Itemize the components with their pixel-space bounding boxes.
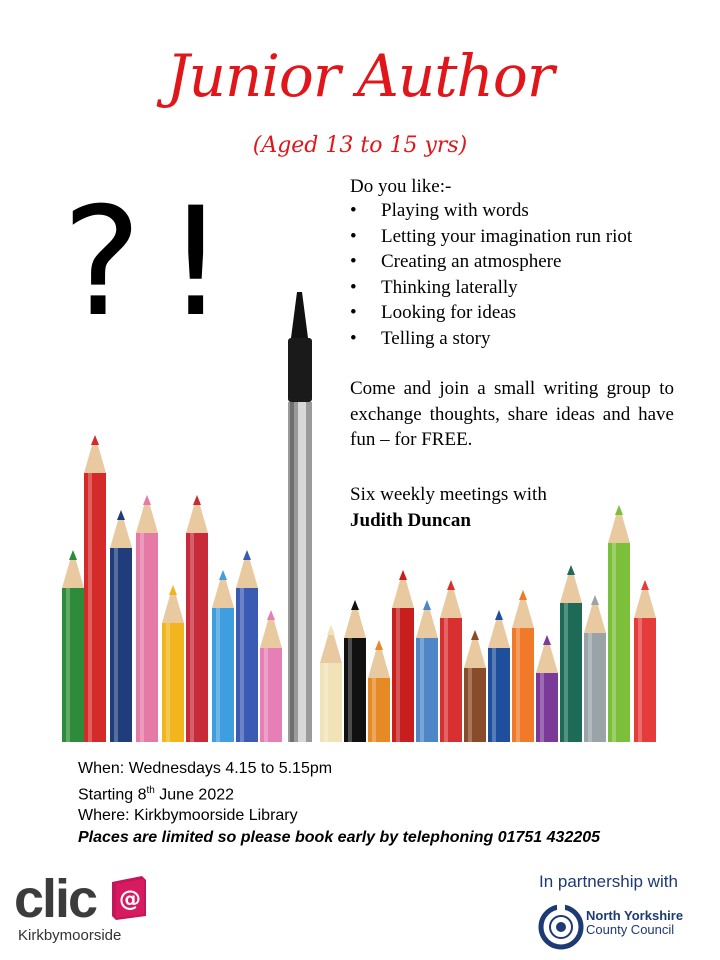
- pencil-body: [512, 628, 534, 742]
- list-item-label: Creating an atmosphere: [381, 251, 562, 273]
- pencil-lead: [447, 580, 455, 590]
- pencil-lead: [69, 550, 77, 560]
- pencil-highlight: [468, 668, 472, 742]
- pencil-lead: [375, 640, 383, 650]
- pencil-highlight: [216, 608, 220, 742]
- pencil-highlight: [240, 588, 244, 742]
- pencil-lead: [219, 570, 227, 580]
- list-item: [350, 200, 632, 226]
- partnership-label: In partnership with: [539, 872, 678, 891]
- pencil-body: [136, 533, 158, 742]
- pencil-lead: [399, 570, 407, 580]
- question-exclamation-graphic: ?!: [62, 176, 250, 350]
- join-invitation: Come and join a small writing group to exchange thoughts, share ideas and have fun – for FREE.: [350, 378, 674, 450]
- pencil-body: [320, 663, 342, 742]
- pencil-body: [84, 473, 106, 742]
- age-range-subtitle: (Aged 13 to 15 yrs): [252, 133, 468, 158]
- pencil-body: [236, 588, 258, 742]
- booking-line: Places are limited so please book early by telephoning 01751 432205: [78, 828, 601, 846]
- pencil-lead: [641, 580, 649, 590]
- list-item-label: Playing with words: [381, 200, 529, 221]
- pencil-lead: [351, 600, 359, 610]
- pencil-lead: [591, 595, 599, 605]
- at-symbol: @: [119, 887, 141, 912]
- pencil-body: [608, 543, 630, 742]
- list-item: [350, 226, 632, 252]
- pencil-body: [62, 588, 84, 742]
- pencil-body: [344, 638, 366, 742]
- pencil-lead: [267, 610, 275, 620]
- likes-list: [350, 200, 632, 354]
- clic-logo: [14, 869, 141, 944]
- pencil-highlight: [166, 623, 170, 742]
- pencil-highlight: [66, 588, 70, 742]
- pencil-lead: [567, 565, 575, 575]
- pencil-highlight: [492, 648, 496, 742]
- pencil-lead: [327, 625, 335, 635]
- host-name: Judith Duncan: [350, 509, 471, 531]
- pencil-lead: [193, 495, 201, 505]
- bullet-icon: •: [350, 200, 357, 221]
- pencil-lead: [519, 590, 527, 600]
- bullet-icon: •: [350, 302, 357, 324]
- fountain-pen-icon: [288, 292, 312, 742]
- pencil-body: [464, 668, 486, 742]
- pencil-lead: [243, 550, 251, 560]
- pencil-highlight: [264, 648, 268, 742]
- pencil-highlight: [516, 628, 520, 742]
- list-item-label: Letting your imagination run riot: [381, 225, 633, 247]
- pencil-lead: [543, 635, 551, 645]
- pencil-lead: [471, 630, 479, 640]
- pencil-body: [584, 633, 606, 742]
- pencil-highlight: [88, 473, 92, 742]
- pencil-lead: [169, 585, 177, 595]
- pencil-body: [186, 533, 208, 742]
- clic-wordmark: clic: [14, 869, 97, 929]
- council-name: North Yorkshire County Council: [586, 908, 684, 937]
- bullet-icon: •: [350, 251, 357, 273]
- pencil-body: [392, 608, 414, 742]
- list-item: [350, 251, 632, 277]
- pencil-body: [634, 618, 656, 742]
- list-item-label: Looking for ideas: [381, 302, 517, 324]
- pencil-body: [440, 618, 462, 742]
- pencil-highlight: [564, 603, 568, 742]
- when-line: When: Wednesdays 4.15 to 5.15pm: [78, 760, 333, 777]
- pencil-body: [260, 648, 282, 742]
- pencil-highlight: [638, 618, 642, 742]
- pencil-body: [212, 608, 234, 742]
- list-item: [350, 328, 632, 354]
- pencil-body: [162, 623, 184, 742]
- pencil-lead: [423, 600, 431, 610]
- pencil-highlight: [612, 543, 616, 742]
- list-item: [350, 302, 632, 328]
- pencil-body: [416, 638, 438, 742]
- pencil-body: [536, 673, 558, 742]
- pencil-lead: [495, 610, 503, 620]
- meetings-info: [350, 482, 547, 533]
- pencil-lead: [143, 495, 151, 505]
- pencil-body: [368, 678, 390, 742]
- poster-title: Junior Author: [166, 42, 554, 110]
- clic-town-label: Kirkbymoorside: [18, 927, 122, 944]
- list-item-label: Thinking laterally: [381, 276, 518, 298]
- pencil-highlight: [190, 533, 194, 742]
- event-details: [78, 758, 600, 848]
- pencil-highlight: [348, 638, 352, 742]
- bullet-icon: •: [350, 327, 357, 349]
- book-at-icon: [108, 876, 150, 920]
- pencil-highlight: [420, 638, 424, 742]
- pencil-highlight: [140, 533, 144, 742]
- pencil-lead: [91, 435, 99, 445]
- pencil-lead: [615, 505, 623, 515]
- pencil-highlight: [324, 663, 328, 742]
- pencil-lead: [117, 510, 125, 520]
- where-line: Where: Kirkbymoorside Library: [78, 807, 298, 825]
- pencil-highlight: [114, 548, 118, 742]
- pencil-highlight: [396, 608, 400, 742]
- meetings-line: Six weekly meetings with: [350, 484, 547, 505]
- bullet-icon: •: [350, 225, 357, 247]
- bullet-icon: •: [350, 276, 357, 298]
- pencil-highlight: [588, 633, 592, 742]
- pencil-body: [488, 648, 510, 742]
- intro-question: Do you like:-: [350, 176, 452, 197]
- starting-line: Starting 8th June 2022: [78, 784, 235, 803]
- list-item: [350, 277, 632, 303]
- pencil-body: [110, 548, 132, 742]
- list-item-label: Telling a story: [381, 327, 491, 349]
- pencil-highlight: [372, 678, 376, 742]
- pencil-highlight: [540, 673, 544, 742]
- pencil-body: [560, 603, 582, 742]
- pencil-highlight: [444, 618, 448, 742]
